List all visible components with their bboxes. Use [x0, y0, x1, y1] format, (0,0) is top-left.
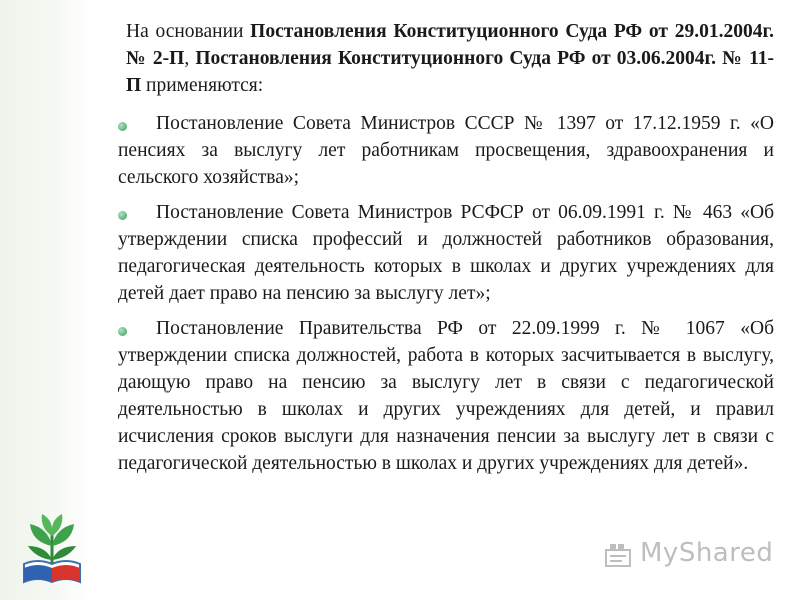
intro-separator: ,	[184, 48, 196, 69]
intro-suffix: применяются:	[141, 75, 264, 96]
myshared-watermark-icon	[602, 540, 636, 574]
list-item	[118, 199, 774, 307]
bullet-dot-icon	[118, 327, 127, 336]
intro-ref-1: Постановления Конституционного Суда РФ от 29.01.2004г. № 2-П	[126, 21, 774, 69]
union-logo-icon	[18, 502, 86, 590]
list-item-text: Постановление Совета Министров СССР № 1397 от 17.12.1959 г. «О пенсиях за выслугу лет работникам просвещения, здравоохранения и сельского хозяйства»;	[118, 113, 774, 188]
myshared-watermark	[602, 536, 772, 576]
list-item	[118, 110, 774, 191]
list-item-text: Постановление Совета Министров РСФСР от 06.09.1991 г. № 463 «Об утверждении списка профессий и должностей работников образования, педагогическая деятельность которых в школах и других учреждениях для детей дает право на пенсию за выслугу лет»;	[118, 202, 774, 304]
intro-ref-2: Постановления Конституционного Суда РФ от 03.06.2004г. № 11-П	[126, 48, 774, 96]
decree-list	[118, 110, 774, 485]
watermark-text: MyShared	[640, 538, 774, 568]
list-item-text: Постановление Правительства РФ от 22.09.1999 г. № 1067 «Об утверждении списка должностей, работа в которых засчитывается в выслугу, дающую право на пенсию за выслугу лет в связи с педагогической деятельностью в школах и других учреждениях для детей, и правил исчисления сроков выслуги для назначения пенсии за выслугу лет в связи с педагогической деятельностью в школах и других учреждениях для детей».	[118, 318, 774, 474]
bullet-dot-icon	[118, 122, 127, 131]
intro-paragraph	[126, 18, 774, 99]
list-item	[118, 315, 774, 477]
intro-prefix: На основании	[126, 21, 251, 42]
bullet-dot-icon	[118, 211, 127, 220]
